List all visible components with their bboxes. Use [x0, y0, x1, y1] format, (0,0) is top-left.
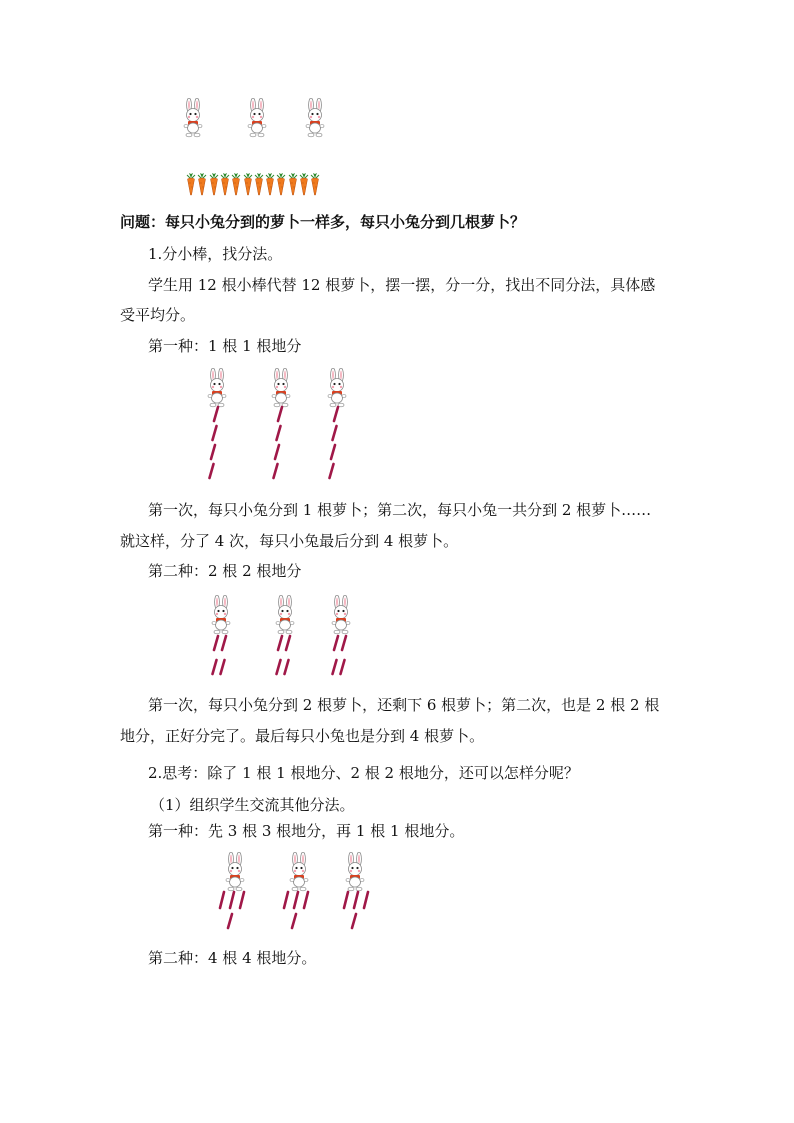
- stick: [331, 445, 335, 459]
- method2-desc-line2: 地分，正好分完了。最后每只小兔也是分到 4 根萝卜。: [120, 727, 485, 745]
- stick: [294, 892, 298, 908]
- stick: [278, 636, 282, 650]
- stick: [286, 636, 290, 650]
- sticks-other-method1: [214, 890, 384, 934]
- stick: [285, 660, 289, 674]
- method1-desc-line1: 第一次，每只小兔分到 1 根萝卜；第二次，每只小兔一共分到 2 根萝卜……: [148, 501, 652, 519]
- carrot-icon: [186, 172, 196, 196]
- step1-desc-line2: 受平均分。: [120, 306, 196, 324]
- stick: [275, 445, 279, 459]
- stick: [240, 892, 244, 908]
- step2-subtitle: （1）组织学生交流其他分法。: [150, 796, 355, 814]
- step2-title: 2.思考：除了 1 根 1 根地分、2 根 2 根地分，还可以怎样分呢？: [148, 764, 579, 782]
- stick: [341, 660, 345, 674]
- step1-title: 1.分小棒，找分法。: [148, 245, 283, 263]
- stick: [220, 892, 224, 908]
- method1-title: 第一种：1 根 1 根地分: [148, 337, 302, 355]
- stick: [211, 445, 215, 459]
- carrot-icon: [288, 172, 298, 196]
- stick: [213, 660, 217, 674]
- stick: [274, 464, 278, 478]
- method2-title: 第二种：2 根 2 根地分: [148, 562, 302, 580]
- stick: [277, 660, 281, 674]
- sticks-method1: [200, 405, 360, 483]
- rabbit-icon: [268, 368, 294, 408]
- rabbit-icon: [272, 595, 298, 635]
- carrot-icon: [254, 172, 264, 196]
- carrot-icon: [265, 172, 275, 196]
- rabbit-icon: [302, 98, 328, 138]
- rabbit-icon: [328, 595, 354, 635]
- sticks-method2: [200, 634, 370, 680]
- carrot-icon: [310, 172, 320, 196]
- stick: [210, 464, 214, 478]
- stick: [354, 892, 358, 908]
- stick: [228, 914, 232, 928]
- rabbit-icon: [222, 852, 248, 892]
- carrot-icon: [220, 172, 230, 196]
- stick: [292, 914, 296, 928]
- carrot-icon: [243, 172, 253, 196]
- stick: [333, 426, 337, 440]
- stick: [214, 407, 218, 421]
- stick: [213, 426, 217, 440]
- rabbit-icon: [208, 595, 234, 635]
- step1-desc-line1: 学生用 12 根小棒代替 12 根萝卜，摆一摆，分一分，找出不同分法，具体感: [148, 276, 656, 294]
- stick: [221, 660, 225, 674]
- method2-desc-line1: 第一次，每只小兔分到 2 根萝卜，还剩下 6 根萝卜；第二次，也是 2 根 2 根: [148, 696, 660, 714]
- stick: [334, 407, 338, 421]
- other-method2: 第二种：4 根 4 根地分。: [148, 949, 317, 967]
- stick: [222, 636, 226, 650]
- carrot-icon: [276, 172, 286, 196]
- stick: [342, 636, 346, 650]
- rabbit-icon: [244, 98, 270, 138]
- rabbit-icon: [286, 852, 312, 892]
- stick: [364, 892, 368, 908]
- carrot-icon: [197, 172, 207, 196]
- stick: [278, 407, 282, 421]
- stick: [333, 660, 337, 674]
- stick: [334, 636, 338, 650]
- other-method1: 第一种：先 3 根 3 根地分，再 1 根 1 根地分。: [148, 822, 465, 840]
- method1-desc-line2: 就这样，分了 4 次，每只小兔最后分到 4 根萝卜。: [120, 532, 459, 550]
- question-text: 问题：每只小兔分到的萝卜一样多，每只小兔分到几根萝卜？: [120, 213, 526, 231]
- stick: [277, 426, 281, 440]
- carrot-icon: [231, 172, 241, 196]
- stick: [352, 914, 356, 928]
- carrot-icon: [209, 172, 219, 196]
- carrot-icon: [299, 172, 309, 196]
- stick: [214, 636, 218, 650]
- stick: [284, 892, 288, 908]
- rabbit-icon: [324, 368, 350, 408]
- stick: [304, 892, 308, 908]
- rabbit-icon: [342, 852, 368, 892]
- stick: [330, 464, 334, 478]
- rabbit-icon: [204, 368, 230, 408]
- stick: [344, 892, 348, 908]
- rabbit-icon: [180, 98, 206, 138]
- stick: [230, 892, 234, 908]
